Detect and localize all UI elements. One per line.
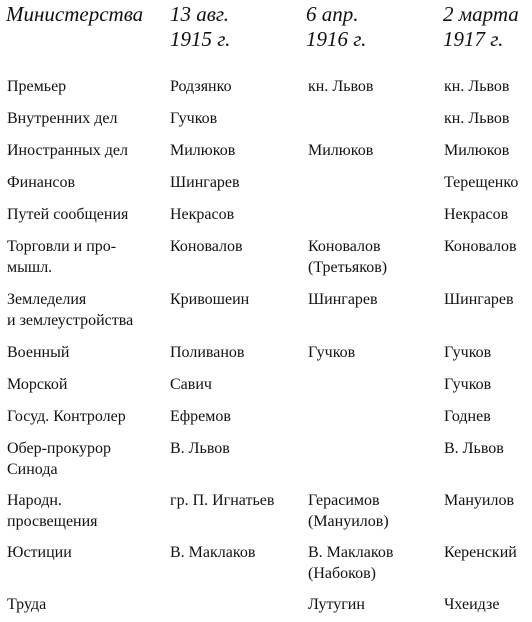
table-row: [0, 406, 532, 438]
ministry-cell: Народн. просвещения: [7, 492, 98, 530]
ministry-cell: Обер-прокурор Синода: [7, 440, 112, 478]
table-row: [0, 172, 532, 204]
minister-1917-cell: кн. Львов: [444, 78, 510, 95]
minister-1915-cell: Гучков: [170, 110, 218, 127]
minister-1917-cell: Керенский: [444, 544, 517, 561]
minister-1917-cell: Гучков: [444, 376, 492, 393]
minister-1916-cell: Шингарев: [308, 291, 378, 308]
minister-1917-cell: В. Львов: [444, 440, 504, 457]
table-row: [0, 289, 532, 342]
ministry-cell: Финансов: [7, 174, 76, 191]
ministry-cell: Путей сообщения: [7, 206, 129, 223]
ministry-cell: Труда: [7, 596, 47, 613]
minister-1915-cell: Савич: [170, 376, 212, 393]
minister-1917-cell: Некрасов: [444, 206, 509, 223]
minister-1917-cell: кн. Львов: [444, 110, 510, 127]
minister-1917-cell: Гучков: [444, 344, 492, 361]
table-row: [0, 542, 532, 594]
minister-1915-cell: Милюков: [170, 142, 236, 159]
table-row: [0, 140, 532, 172]
minister-1915-cell: гр. П. Игнатьев: [170, 492, 275, 509]
table-row: [0, 594, 532, 620]
minister-1915-cell: В. Львов: [170, 440, 230, 457]
ministry-cell: Торговли и про- мышл.: [7, 238, 117, 276]
table-row: [0, 108, 532, 140]
table-row: [0, 438, 532, 490]
ministry-cell: Военный: [7, 344, 70, 361]
minister-1915-cell: Родзянко: [170, 78, 232, 95]
minister-1915-cell: Поливанов: [170, 344, 245, 361]
minister-1917-cell: Годнев: [444, 408, 491, 425]
table-row: [0, 204, 532, 236]
ministries-table: [0, 76, 532, 620]
table-header: [0, 0, 532, 60]
minister-1916-cell: кн. Львов: [308, 78, 374, 95]
minister-1916-cell: Коновалов (Третьяков): [308, 238, 388, 276]
minister-1917-cell: Мануилов: [444, 492, 514, 509]
ministry-cell: Морской: [7, 376, 68, 393]
table-row: [0, 236, 532, 289]
minister-1916-cell: В. Маклаков (Набоков): [308, 544, 394, 582]
minister-1917-cell: Чхеидзе: [444, 596, 500, 613]
ministry-cell: Внутренних дел: [7, 110, 118, 127]
header-1917: 2 марта 1917 г.: [443, 2, 519, 51]
minister-1915-cell: Некрасов: [170, 206, 235, 223]
minister-1916-cell: Герасимов (Мануилов): [308, 492, 389, 530]
header-1915: 13 авг. 1915 г.: [170, 2, 231, 51]
minister-1915-cell: Шингарев: [170, 174, 240, 191]
ministry-cell: Иностранных дел: [7, 142, 129, 159]
minister-1917-cell: Милюков: [444, 142, 510, 159]
ministry-cell: Земледелия и землеустройства: [7, 291, 134, 329]
minister-1915-cell: Коновалов: [170, 238, 243, 255]
table-row: [0, 76, 532, 108]
minister-1915-cell: Кривошеин: [170, 291, 250, 308]
table-row: [0, 490, 532, 542]
ministry-cell: Юстиции: [7, 544, 72, 561]
header-ministries: Министерства: [6, 2, 144, 26]
table-row: [0, 374, 532, 406]
minister-1915-cell: Ефремов: [170, 408, 231, 425]
header-1916: 6 апр. 1916 г.: [306, 2, 367, 51]
minister-1917-cell: Коновалов: [444, 238, 517, 255]
ministry-cell: Госуд. Контролер: [7, 408, 126, 425]
minister-1917-cell: Шингарев: [444, 291, 514, 308]
minister-1916-cell: Гучков: [308, 344, 356, 361]
table-row: [0, 342, 532, 374]
minister-1916-cell: Лутугин: [308, 596, 365, 613]
minister-1916-cell: Милюков: [308, 142, 374, 159]
minister-1915-cell: В. Маклаков: [170, 544, 256, 561]
ministry-cell: Премьер: [7, 78, 67, 95]
minister-1917-cell: Терещенко: [444, 174, 519, 191]
